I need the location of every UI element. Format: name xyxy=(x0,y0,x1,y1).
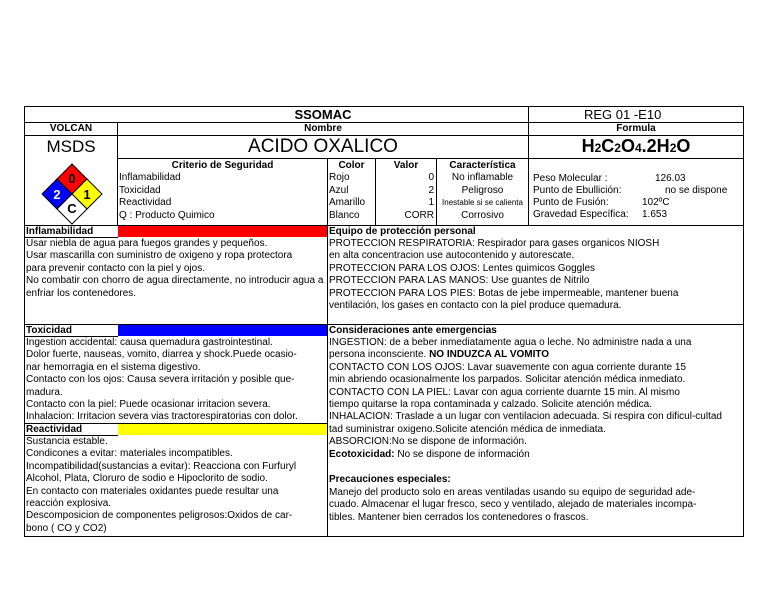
epp-text: PROTECCION RESPIRATORIA: Respirador para gases organicos NIOSH en alta concentracion use autocontenido y autorescate. PROTECCION PARA LOS OJOS: Lentes quimicos Goggles PROTECCION PARA LAS MANOS: Use guantes de Nitrilo PROTECCION PARA LOS PIES: Botas de jebe impermeable, mantener buena ventilación, los gases en contacto con la piel produce quemadura. xyxy=(329,238,679,312)
formula-label: Formula xyxy=(616,123,656,134)
precauciones-text: Manejo del producto solo en areas ventiladas usando su equipo de seguridad ade- cuado. Almacenar el lugar fresco, seco y ventilado, alejado de materiales incompa- tibles. Mantener bien cerrados los contenedores o frascos. xyxy=(329,487,697,523)
property-value: 102ºC xyxy=(642,197,670,208)
epp-title: Equipo de protección personal xyxy=(329,226,476,237)
nfpa-diamond-icon xyxy=(40,162,104,226)
criteria-header-caracteristica: Característica xyxy=(449,160,516,171)
inflamabilidad-title: Inflamabilidad xyxy=(26,226,94,237)
reg-code: REG 01 -E10 xyxy=(584,107,662,122)
criteria-color: Rojo xyxy=(329,172,350,183)
criteria-criterio: Q : Producto Quimico xyxy=(119,210,215,221)
nfpa-reactivity-value: 1 xyxy=(83,187,91,202)
precauciones-title: Precauciones especiales: xyxy=(329,474,451,485)
criteria-valor: 2 xyxy=(428,185,434,196)
toxicidad-color-bar xyxy=(118,325,327,336)
reactividad-title: Reactividad xyxy=(26,424,83,435)
toxicidad-title: Toxicidad xyxy=(26,325,72,336)
emergencias-title: Consideraciones ante emergencias xyxy=(329,325,497,336)
reactividad-color-bar xyxy=(118,424,327,435)
criteria-valor: CORR xyxy=(404,210,434,221)
criteria-criterio: Inflamabilidad xyxy=(119,172,181,183)
inflamabilidad-text: Usar niebla de agua para fuegos grandes y pequeños. Usar mascarilla con suministro de oxigeno y ropa protectora para prevenir contacto con la piel y ojos. No combatir con chorro de agua directamente, no introducir agua a enfriar los contenedores. xyxy=(26,238,324,299)
product-name: ACIDO OXALICO xyxy=(248,136,398,157)
criteria-color: Amarillo xyxy=(329,197,366,208)
volcan-label: VOLCAN xyxy=(49,123,93,134)
property-value: 126.03 xyxy=(655,173,686,184)
msds-label: MSDS xyxy=(46,137,96,156)
criteria-color: Azul xyxy=(329,185,349,196)
criteria-caracteristica: Inestable si se calienta xyxy=(442,198,523,207)
reactividad-text: Sustancia estable. Condicones a evitar: materiales incompatibles. Incompatibilidad(sustancias a evitar): Reacciona con Furfuryl Alcohol, Plata, Cloruro de sodio e Hipoclorito de sodio. En contacto con materiales oxidantes puede resultar una reacción explosiva. Descomposicion de componentes peligrosos:Oxidos de car- bono ( CO y CO2) xyxy=(26,436,297,534)
property-label: Gravedad Específica: xyxy=(533,209,629,220)
criteria-color: Blanco xyxy=(329,210,360,221)
criteria-header-color: Color xyxy=(338,160,365,171)
property-label: Punto de Fusión: xyxy=(533,197,609,208)
chemical-formula: H2C2O4.2H2O xyxy=(581,136,691,156)
nfpa-health-value: 2 xyxy=(53,187,61,202)
nfpa-special-value: C xyxy=(67,201,77,216)
emergencias-text: INGESTION: de a beber inmediatamente agua o leche. No administre nada a una persona inconsciente. NO INDUZCA AL VOMITO CONTACTO CON LOS OJOS: Lavar suavemente con agua corriente durante 15 min abriendo ocasionalmente los parpados. Solicitar atención médica inmediato. CONTACTO CON LA PIEL: Lavar con agua corriente duarnte 15 min. Al mismo tiempo quitarse la ropa contaminada y calzado. Solicite atención médica. INHALACION: Traslade a un lugar con ventilacion adecuada. Si respira con dificul-cultad tad suministrar oxigeno.Solicite atención médica de inmediata. ABSORCION:No se dispone de información. Ecotoxicidad: No se dispone de información xyxy=(329,337,722,460)
toxicidad-text: Ingestion accidental: causa quemadura gastrointestinal. Dolor fuerte, nauseas, vomito, diarrea y shock.Puede ocasio- nar hemorragia en el sistema digestivo. Contacto con los ojos: Causa severa irritación y posible que- madura. Contacto con la piel: Puede ocasionar irritacion severa. Inhalacion: Irritacion severa vias tractorespiratorias con dolor. xyxy=(26,337,298,423)
criteria-caracteristica: No inflamable xyxy=(451,172,514,183)
criteria-criterio: Toxicidad xyxy=(119,185,161,196)
criteria-valor: 0 xyxy=(428,172,434,183)
criteria-header-valor: Valor xyxy=(393,160,419,171)
nombre-label: Nombre xyxy=(304,123,342,134)
property-label: Peso Molecular : xyxy=(533,173,608,184)
criteria-caracteristica: Peligroso xyxy=(461,185,504,196)
ssomac-title: SSOMAC xyxy=(294,107,352,122)
property-value: 1.653 xyxy=(642,209,668,220)
property-value: no se dispone xyxy=(665,185,728,196)
property-label: Punto de Ebullición: xyxy=(533,185,622,196)
nfpa-flammability-value: 0 xyxy=(68,171,76,186)
inflamabilidad-color-bar xyxy=(118,226,327,237)
criteria-caracteristica: Corrosivo xyxy=(461,210,504,221)
criteria-header-criterio: Criterio de Seguridad xyxy=(171,160,274,171)
criteria-criterio: Reactividad xyxy=(119,197,172,208)
criteria-valor: 1 xyxy=(428,197,434,208)
